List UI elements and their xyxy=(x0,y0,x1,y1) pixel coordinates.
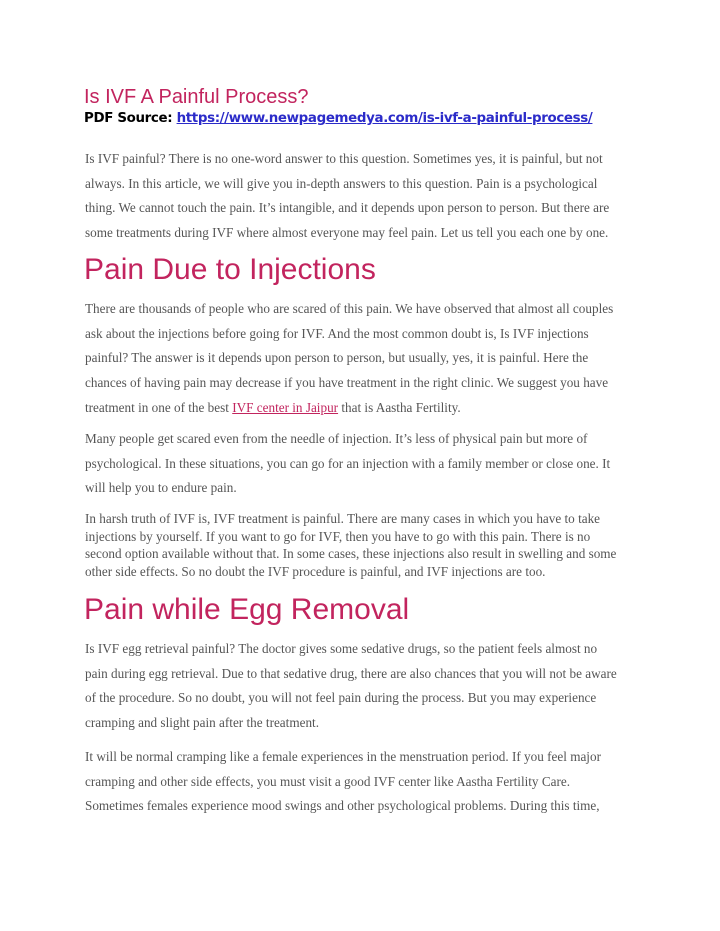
text-line: pain during egg retrieval. Due to that sedative drug, there are also chances that you will not be aware xyxy=(85,665,617,681)
injections-paragraph-3 xyxy=(85,510,645,580)
text-line-with-link xyxy=(85,396,645,421)
text-line: thing. We cannot touch the pain. It’s intangible, and it depends upon person to person. But there are xyxy=(85,200,610,216)
text-line: always. In this article, we will give you in-depth answers to this question. Pain is a psychological xyxy=(85,175,598,191)
text-line: Many people get scared even from the needle of injection. It’s less of physical pain but more of xyxy=(85,431,588,446)
document-title: Is IVF A Painful Process? xyxy=(84,86,309,108)
pdf-source-line xyxy=(84,110,592,128)
text-segment: that is Aastha Fertility. xyxy=(338,399,461,415)
text-line: other side effects. So no doubt the IVF procedure is painful, and IVF injections are too. xyxy=(85,563,546,579)
pdf-source-label: PDF Source: xyxy=(84,111,173,126)
ivf-center-jaipur-link[interactable]: IVF center in Jaipur xyxy=(232,399,339,415)
text-line: Sometimes females experience mood swings and other psychological problems. During this time, xyxy=(85,798,600,814)
pdf-source-link[interactable]: https://www.newpagemedya.com/is-ivf-a-painful-process/ xyxy=(176,111,593,126)
text-line: Is IVF painful? There is no one-word answer to this question. Sometimes yes, it is painful, but not xyxy=(85,151,603,166)
injections-paragraph-1 xyxy=(85,297,645,421)
text-line: Is IVF egg retrieval painful? The doctor gives some sedative drugs, so the patient feels almost no xyxy=(85,641,598,656)
text-line: cramping and slight pain after the treatment. xyxy=(85,715,319,731)
section-heading-injections: Pain Due to Injections xyxy=(84,253,376,286)
text-line: chances of having pain may decrease if you have treatment in the right clinic. We suggest you have xyxy=(85,375,609,391)
text-line: will help you to endure pain. xyxy=(85,480,237,496)
egg-removal-paragraph-1 xyxy=(85,637,645,736)
text-line: cramping and other side effects, you must visit a good IVF center like Aastha Fertility Care. xyxy=(85,773,571,789)
text-line: second option available without that. In some cases, these injections also result in swelling and some xyxy=(85,546,617,561)
egg-removal-paragraph-2 xyxy=(85,745,645,819)
text-line: In harsh truth of IVF is, IVF treatment is painful. There are many cases in which you have to take xyxy=(85,511,601,526)
text-line: of the procedure. So no doubt, you will not feel pain during the process. But you may experience xyxy=(85,690,597,706)
text-segment: treatment in one of the best xyxy=(85,399,233,415)
text-line: ask about the injections before going for IVF. And the most common doubt is, Is IVF injections xyxy=(85,325,589,341)
text-line: There are thousands of people who are scared of this pain. We have observed that almost all couples xyxy=(85,301,614,316)
text-line: injections by yourself. If you want to go for IVF, then you have to go with this pain. There is no xyxy=(85,528,591,544)
text-line: some treatments during IVF where almost everyone may feel pain. Let us tell you each one by one. xyxy=(85,225,609,241)
text-line: painful? The answer is it depends upon person to person, but usually, yes, it is painful. Here the xyxy=(85,350,589,366)
injections-paragraph-2 xyxy=(85,427,645,501)
section-heading-egg-removal: Pain while Egg Removal xyxy=(84,593,410,626)
intro-paragraph xyxy=(85,147,645,246)
text-line: psychological. In these situations, you can go for an injection with a family member or close one. It xyxy=(85,455,611,471)
text-line: It will be normal cramping like a female experiences in the menstruation period. If you feel major xyxy=(85,749,601,764)
